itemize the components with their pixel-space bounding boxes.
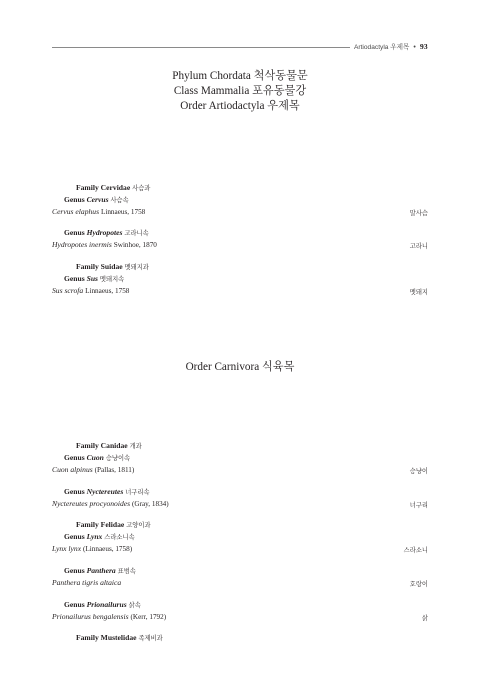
vernacular-cuon-alpinus: 승냥이	[409, 468, 428, 475]
genus-label: Genus	[64, 274, 85, 283]
genus-ko: 표범속	[117, 568, 136, 575]
running-header-bullet: •	[413, 44, 416, 51]
species-sus-scrofa	[52, 286, 129, 295]
header-rule	[52, 47, 350, 48]
family-canidae	[76, 441, 142, 450]
vernacular-cervus-elaphus: 말사슴	[409, 210, 428, 217]
genus-label: Genus	[64, 600, 85, 609]
genus-cervus	[64, 195, 129, 204]
family-label: Family Felidae	[76, 520, 125, 529]
phylum-heading: Phylum Chordata 척삭동물문	[172, 70, 308, 82]
genus-ko: 승냥이속	[105, 455, 131, 462]
species-name: Cervus elaphus	[52, 207, 100, 216]
genus-prionailurus	[64, 600, 141, 609]
family-label: Family Suidae	[76, 262, 123, 271]
species-nyctereutes-procyonoides	[52, 499, 169, 508]
family-label: Family Cervidae	[76, 183, 131, 192]
species-panthera-tigris	[52, 578, 121, 587]
genus-label: Genus	[64, 453, 85, 462]
genus-panthera	[64, 566, 136, 575]
running-header	[354, 41, 428, 51]
family-mustelidae	[76, 633, 163, 642]
species-name: Panthera tigris altaica	[52, 578, 122, 587]
species-lynx-lynx	[52, 544, 132, 553]
vernacular-nyctereutes-procyonoides: 너구리	[409, 502, 428, 509]
genus-ko: 사슴속	[110, 197, 129, 204]
genus-ko: 스라소니속	[104, 534, 135, 541]
genus-lynx	[64, 532, 135, 541]
species-prionailurus-bengalensis	[52, 612, 166, 621]
species-name: Hydropotes inermis	[52, 240, 112, 249]
family-felidae	[76, 520, 151, 529]
vernacular-sus-scrofa: 멧돼지	[409, 289, 428, 296]
genus-label: Genus	[64, 532, 85, 541]
genus-name: Cuon	[86, 453, 104, 462]
family-ko: 사슴과	[132, 185, 151, 192]
species-cervus-elaphus	[52, 207, 145, 216]
species-name: Sus scrofa	[52, 286, 84, 295]
genus-ko: 삵속	[128, 602, 141, 609]
genus-sus	[64, 274, 124, 283]
family-ko: 멧돼지과	[124, 264, 149, 271]
species-authority: (Pallas, 1811)	[94, 466, 135, 474]
genus-label: Genus	[64, 566, 85, 575]
genus-name: Cervus	[86, 195, 109, 204]
family-label: Family Canidae	[76, 441, 128, 450]
family-ko: 족제비과	[138, 635, 163, 642]
species-name: Nyctereutes procyonoides	[52, 499, 131, 508]
species-authority: (Gray, 1834)	[132, 500, 169, 508]
genus-label: Genus	[64, 195, 85, 204]
vernacular-prionailurus-bengalensis: 삵	[421, 615, 428, 622]
genus-name: Sus	[86, 274, 98, 283]
genus-label: Genus	[64, 228, 85, 237]
family-cervidae	[76, 183, 150, 192]
species-cuon-alpinus	[52, 465, 134, 474]
genus-ko: 너구리속	[125, 489, 150, 496]
genus-name: Hydropotes	[86, 228, 123, 237]
species-authority: (Kerr, 1792)	[130, 613, 167, 621]
genus-hydropotes	[64, 228, 149, 237]
species-authority: Swinhoe, 1870	[113, 241, 157, 249]
vernacular-lynx-lynx: 스라소니	[403, 547, 428, 554]
species-name: Prionailurus bengalensis	[52, 612, 129, 621]
family-label: Family Mustelidae	[76, 633, 137, 642]
genus-nyctereutes	[64, 487, 150, 496]
species-authority: Linnaeus, 1758	[100, 208, 146, 216]
genus-ko: 고라니속	[124, 230, 149, 237]
family-suidae	[76, 262, 149, 271]
vernacular-panthera-tigris: 호랑이	[409, 581, 428, 588]
genus-name: Prionailurus	[86, 600, 127, 609]
order-heading-carnivora: Order Carnivora 식육목	[185, 361, 295, 373]
vernacular-hydropotes-inermis: 고라니	[409, 243, 428, 250]
genus-name: Lynx	[86, 532, 103, 541]
species-name: Cuon alpinus	[52, 465, 93, 474]
class-heading: Class Mammalia 포유동물강	[173, 85, 307, 97]
running-header-text: Artiodactyla 우제목	[354, 44, 410, 51]
genus-name: Panthera	[86, 566, 116, 575]
species-authority: (Linnaeus, 1758)	[83, 545, 133, 553]
order-heading-artiodactyla: Order Artiodactyla 우제목	[180, 100, 300, 112]
species-authority: Linnaeus, 1758	[85, 287, 130, 295]
page-number: 93	[419, 42, 428, 51]
genus-label: Genus	[64, 487, 85, 496]
genus-ko: 멧돼지속	[99, 276, 125, 283]
family-ko: 고양이과	[126, 522, 151, 529]
species-hydropotes-inermis	[52, 240, 157, 249]
family-ko: 개과	[129, 443, 142, 450]
species-name: Lynx lynx	[52, 544, 82, 553]
genus-name: Nyctereutes	[86, 487, 124, 496]
genus-cuon	[64, 453, 130, 462]
